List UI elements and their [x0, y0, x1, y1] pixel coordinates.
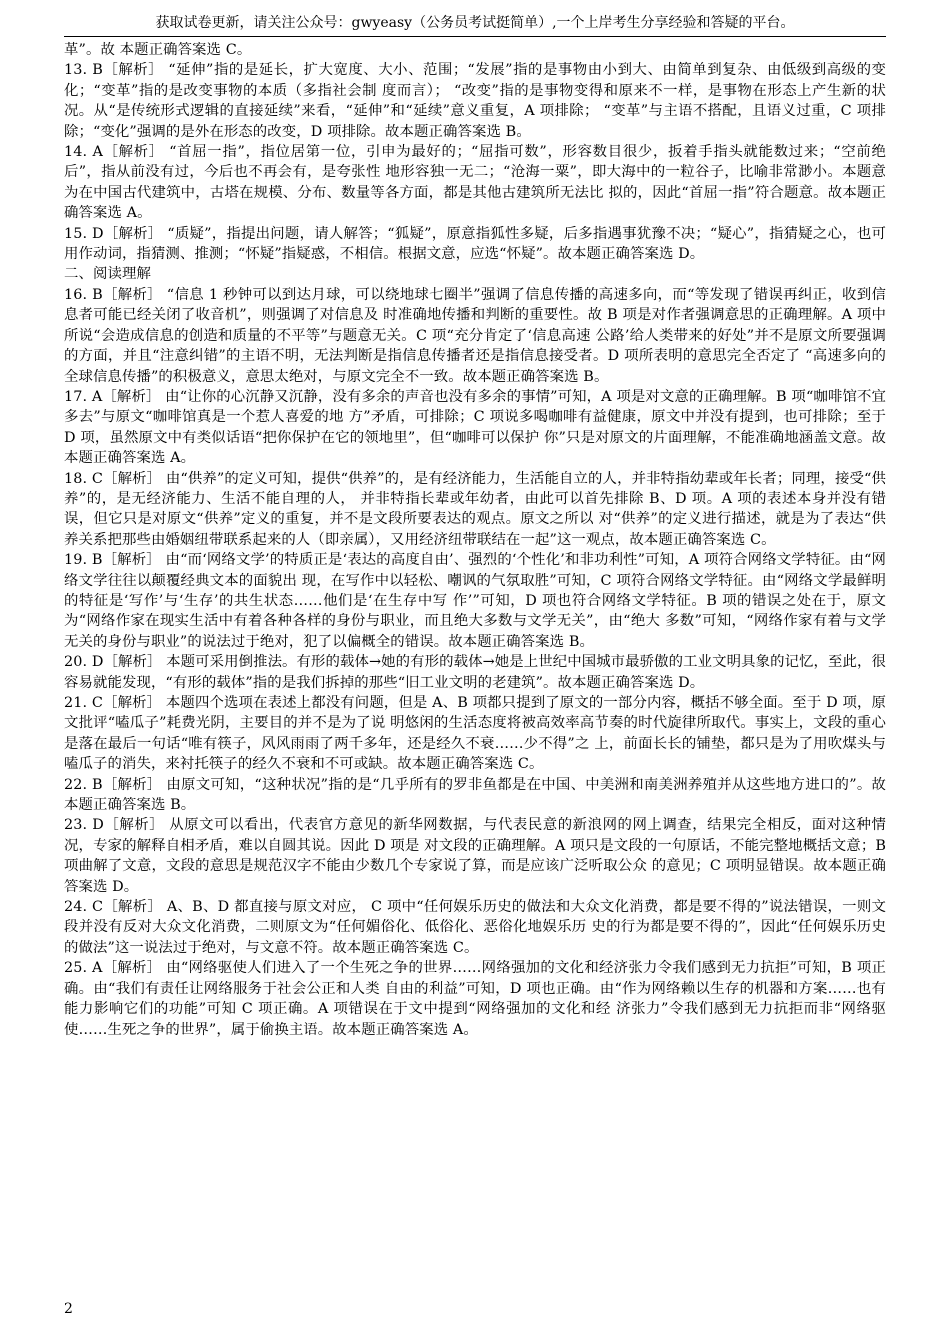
paragraph-q17: 17. A［解析］ 由“让你的心沉静又沉静，没有多余的声音也没有多余的事情”可知，A 项是对文意的正确理解。B 项“咖啡馆不宜多去”与原文“咖啡馆真是一个惹人喜爱的地 方”矛盾，可排除；C 项说多喝咖啡有益健康，原文中并没有提到，也可排除；至于 D 项，虽然原文中有类似话语“把你保护在它的领地里”，但“咖啡可以保护 你”只是对原文的片面理解，不能准确地涵盖文意。故本题正确答案选 A。: [64, 388, 886, 467]
page-number: 2: [64, 1301, 73, 1317]
paragraph-q15: 15. D［解析］ “质疑”，指提出问题，请人解答；“狐疑”，原意指狐性多疑，后多指遇事犹豫不决；“疑心”，指猜疑之心，也可用作动词，指猜测、推测；“怀疑”指疑惑，不相信。根据文意，应选“怀疑”。故本题正确答案选 D。: [64, 225, 886, 263]
paragraph-q21: 21. C［解析］ 本题四个选项在表述上都没有问题，但是 A、B 项都只提到了原文的一部分内容，概括不够全面。至于 D 项，原文批评“嗑瓜子”耗费光阴，主要目的并不是为了说 明悠闲的生活态度将被高效率高节奏的时代旋律所取代。事实上，文段的重心是落在最后一句话“唯有筷子，风风雨雨了两千多年，还是经久不衰……少不得”之 上，前面长长的铺垫，都只是为了用吹煤头与嗑瓜子的消失，来衬托筷子的经久不衰和不可或缺。故本题正确答案选 C。: [64, 695, 886, 773]
paragraph-q23: 23. D［解析］ 从原文可以看出，代表官方意见的新华网数据，与代表民意的新浪网的网上调查，结果完全相反，面对这种情况，专家的解释自相矛盾，难以自圆其说。因此 D 项是 对文段的正确理解。A 项只是文段的一句原话，不能完整地概括文意；B 项曲解了文意，文段的意思是规范汉字不能由少数几个专家说了算，而是应该广泛听取公众 的意见；C 项明显错误。故本题正确答案选 D。: [64, 817, 886, 895]
paragraph-q16: 16. B［解析］ “信息 1 秒钟可以到达月球，可以绕地球七圈半”强调了信息传播的高速多向，而“等发现了错误再纠正，收到信息者可能已经关闭了收音机”，则强调了对信息及 时准确地传播和判断的重要性。故 B 项是对作者强调意思的正确理解。A 项中所说“会造成信息的创造和质量的不平等”与题意无关。C 项“充分肯定了‘信息高速 公路’给人类带来的好处”并不是原文所要强调的方面，并且“注意纠错”的主语不明，无法判断是指信息传播者还是指信息接受者。D 项所表明的意思完全否定了 “高速多向的全球信息传播”的积极意义，意思太绝对，与原文完全不一致。故本题正确答案选 B。: [64, 286, 886, 385]
paragraph-q18: 18. C［解析］ 由“供养”的定义可知，提供“供养”的，是有经济能力，生活能自立的人，并非特指幼辈或年长者；同理，接受“供养”的，是无经济能力、生活不能自理的人， 并非特指长辈或年幼者，由此可以首先排除 B、D 项。A 项的表述本身并没有错误，但它只是对原文“供养”定义的重复，并不是文段所要表达的观点。原文之所以 对“供养”的定义进行描述，就是为了表达“供养关系把那些由婚姻纽带联系起来的人（即亲属），又用经济纽带联结在一起”这一观点，故本题正确答案选 C。: [64, 470, 886, 548]
section-heading-reading: 二、阅读理解: [64, 266, 151, 283]
paragraph-q14: 14. A［解析］ “首屈一指”，指位居第一位，引申为最好的；“屈指可数”，形容数目很少，扳着手指头就能数过来；“空前绝后”，指从前没有过，今后也不再会有，是夸张性 地形容独一无二；“沧海一粟”，即大海中的一粒谷子，比喻非常渺小。本题意为在中国古代建筑中，古塔在规模、分布、数量等各方面，都是其他古建筑所无法比 拟的，因此“首屈一指”符合题意。故本题正确答案选 A。: [64, 144, 886, 222]
paragraph-q12-continued: 革”。故 本题正确答案选 C。: [64, 42, 252, 58]
paragraph-q25: 25. A［解析］ 由“网络驱使人们进入了一个生死之争的世界……网络强加的文化和经济张力令我们感到无力抗拒”可知，B 项正确。由“我们有责任让网络服务于社会公正和人类 自由的利益”可知，D 项也正确。由“作为网络赖以生存的机器和方案……也有能力影响它们的功能”可知 C 项正确。A 项错误在于文中提到“网络强加的文化和经 济张力”令我们感到无力抗拒而非“网络驱使……生死之争的世界”，属于偷换主语。故本题正确答案选 A。: [64, 960, 886, 1038]
answer-explanations: [64, 40, 886, 1040]
paragraph-q20: 20. D［解析］ 本题可采用倒推法。有形的载体→她的有形的载体→她是上世纪中国城市最骄傲的工业文明具象的记忆，至此，很容易就能发现，“有形的载体”指的是我们拆掉的那些“旧工业文明的老建筑”。故本题正确答案选 D。: [64, 654, 887, 691]
page-header: 获取试卷更新，请关注公众号：gwyeasy（公务员考试挺简单）,一个上岸考生分享经验和答疑的平台。: [155, 15, 795, 31]
paragraph-q13: 13. B［解析］ “延伸”指的是延长，扩大宽度、大小、范围；“发展”指的是事物由小到大、由简单到复杂、由低级到高级的变化；“变革”指的是改变事物的本质（多指社会制 度而言）； “改变”指的是事物变得和原来不一样，是事物在形态上产生新的状况。从“是传统形式逻辑的直接延续”来看，“延伸”和“延续”意义重复，A 项排除； “变革”与主语不搭配，且语义过重，C 项排除；“变化”强调的是外在形态的改变，D 项排除。故本题正确答案选 B。: [64, 62, 886, 140]
paragraph-q19: 19. B［解析］ 由“而‘网络文学’的特质正是‘表达的高度自由’、强烈的‘个性化’和非功利性”可知，A 项符合网络文学特征。由“网络文学往往以颠覆经典文本的面貌出 现，在写作中以轻松、嘲讽的气氛取胜”可知，C 项符合网络文学特征。由“网络文学最鲜明的特征是‘写作’与‘生存’的共生状态……他们是‘在生存中写 作’”可知，D 项也符合网络文学特征。B 项的错误之处在于，原文为“网络作家在现实生活中有着各种各样的身份与职业，而且绝大多数与文学无关”，由“绝大 多数”可知，“网络作家有着与文学无关的身份与职业”的说法过于绝对，犯了以偏概全的错误。故本题正确答案选 B。: [64, 552, 886, 650]
paragraph-q24: 24. C［解析］ A、B、D 都直接与原文对应， C 项中“任何娱乐历史的做法和大众文化消费，都是要不得的”说法错误，一则文段并没有反对大众文化消费，二则原文为“任何媚俗化、低俗化、恶俗化地娱乐历 史的行为都是要不得的”，因此“任何娱乐历史的做法”这一说法过于绝对，与文意不符。故本题正确答案选 C。: [64, 899, 886, 956]
paragraph-q22: 22. B［解析］ 由原文可知，“这种状况”指的是“几乎所有的罗非鱼都是在中国、中美洲和南美洲养殖并从这些地方进口的”。故本题正确答案选 B。: [64, 776, 886, 814]
header-divider: [64, 36, 886, 37]
